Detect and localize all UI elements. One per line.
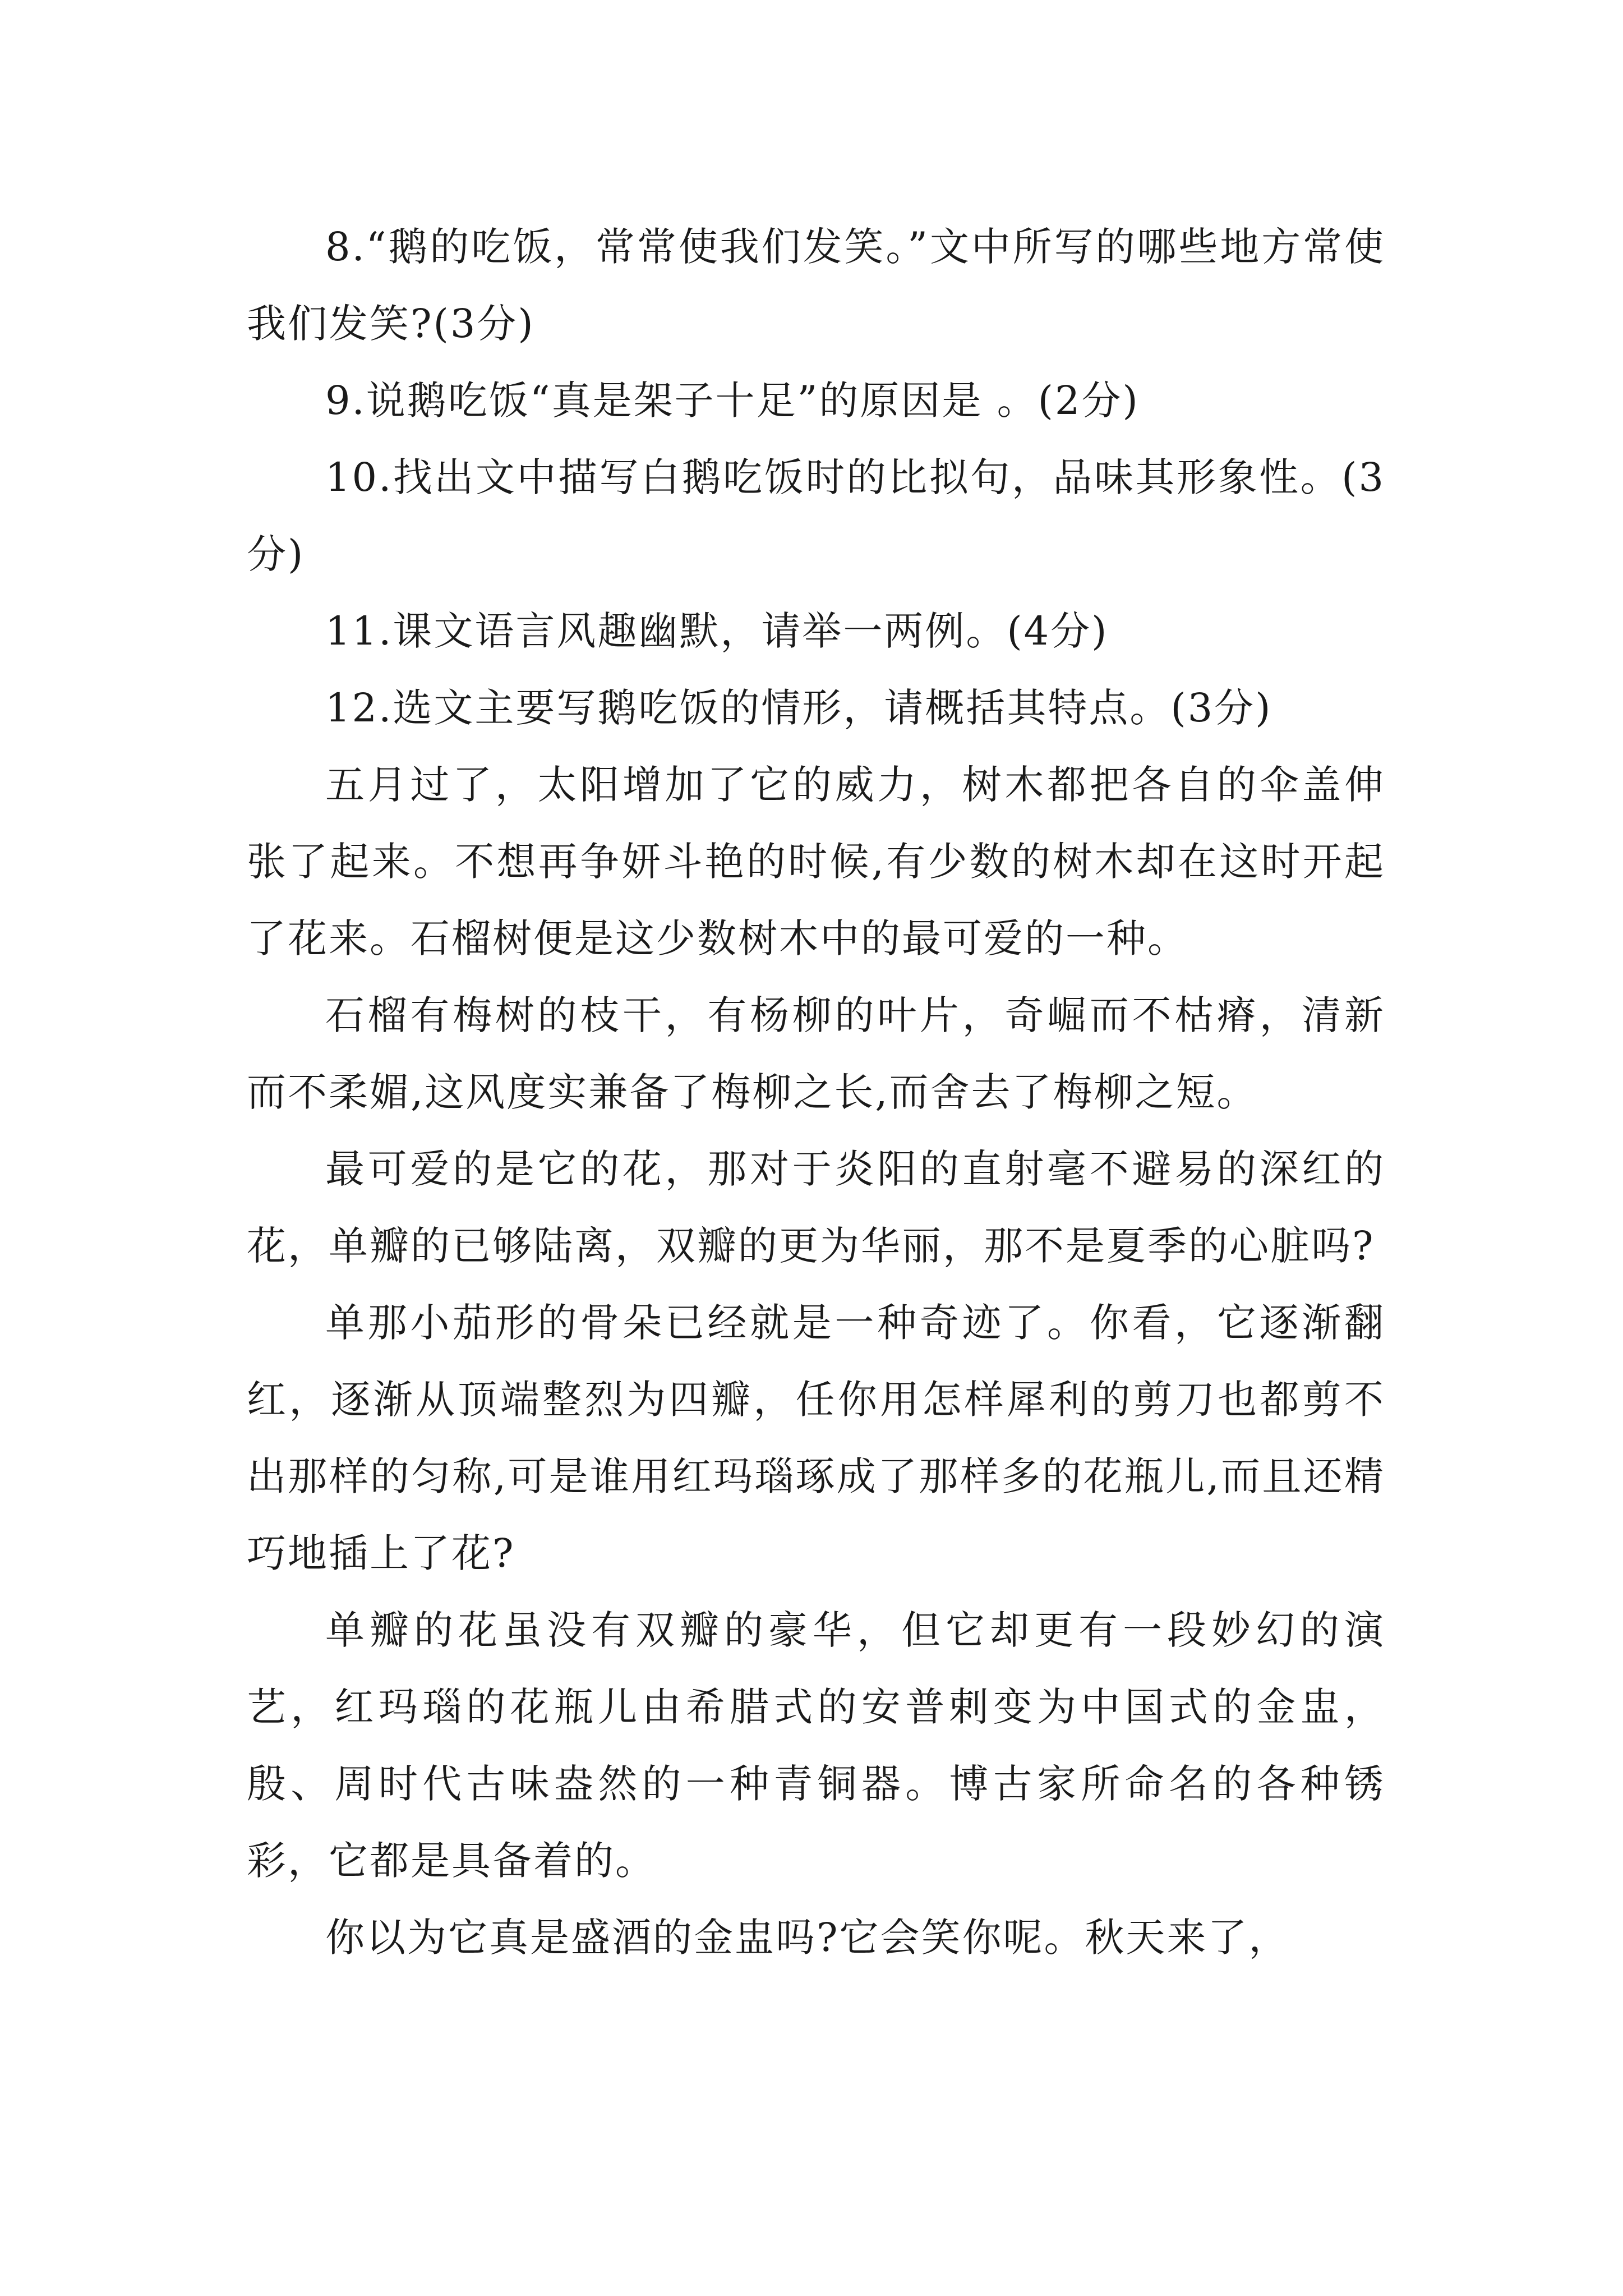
passage-paragraph-6: 你以为它真是盛酒的金盅吗?它会笑你呢。秋天来了， <box>325 1915 1290 1961</box>
question-8: 8.“鹅的吃饭，常常使我们发笑。”文中所写的哪些地方常使我们发笑?(3分) <box>247 224 1385 347</box>
passage-paragraph-3: 最可爱的是它的花，那对于炎阳的直射毫不避易的深红的花，单瓣的已够陆离，双瓣的更为华丽，那不是夏季的心脏吗? <box>247 1146 1385 1269</box>
question-10: 10.找出文中描写白鹅吃饭时的比拟句，品味其形象性。(3分) <box>247 454 1385 577</box>
question-9: 9.说鹅吃饭“真是架子十足”的原因是 。(2分) <box>325 378 1140 424</box>
passage-paragraph-1: 五月过了，太阳增加了它的威力，树木都把各自的伞盖伸张了起来。不想再争妍斗艳的时候,有少数的树木却在这时开起了花来。石榴树便是这少数树木中的最可爱的一种。 <box>247 762 1385 961</box>
passage-paragraph-2: 石榴有梅树的枝干，有杨柳的叶片，奇崛而不枯瘠，清新而不柔媚,这风度实兼备了梅柳之长,而舍去了梅柳之短。 <box>247 992 1385 1115</box>
question-11: 11.课文语言风趣幽默，请举一两例。(4分) <box>325 608 1109 654</box>
document-body <box>247 209 1385 1976</box>
question-12: 12.选文主要写鹅吃饭的情形，请概括其特点。(3分) <box>325 685 1272 731</box>
passage-paragraph-4: 单那小茄形的骨朵已经就是一种奇迹了。你看，它逐渐翻红，逐渐从顶端整烈为四瓣，任你用怎样犀利的剪刀也都剪不出那样的匀称,可是谁用红玛瑙琢成了那样多的花瓶儿,而且还精巧地插上了花? <box>247 1300 1385 1576</box>
passage-paragraph-5: 单瓣的花虽没有双瓣的豪华，但它却更有一段妙幻的演艺，红玛瑙的花瓶儿由希腊式的安普剌变为中国式的金盅，殷、周时代古味盎然的一种青铜器。博古家所命名的各种锈彩，它都是具备着的。 <box>247 1607 1385 1884</box>
